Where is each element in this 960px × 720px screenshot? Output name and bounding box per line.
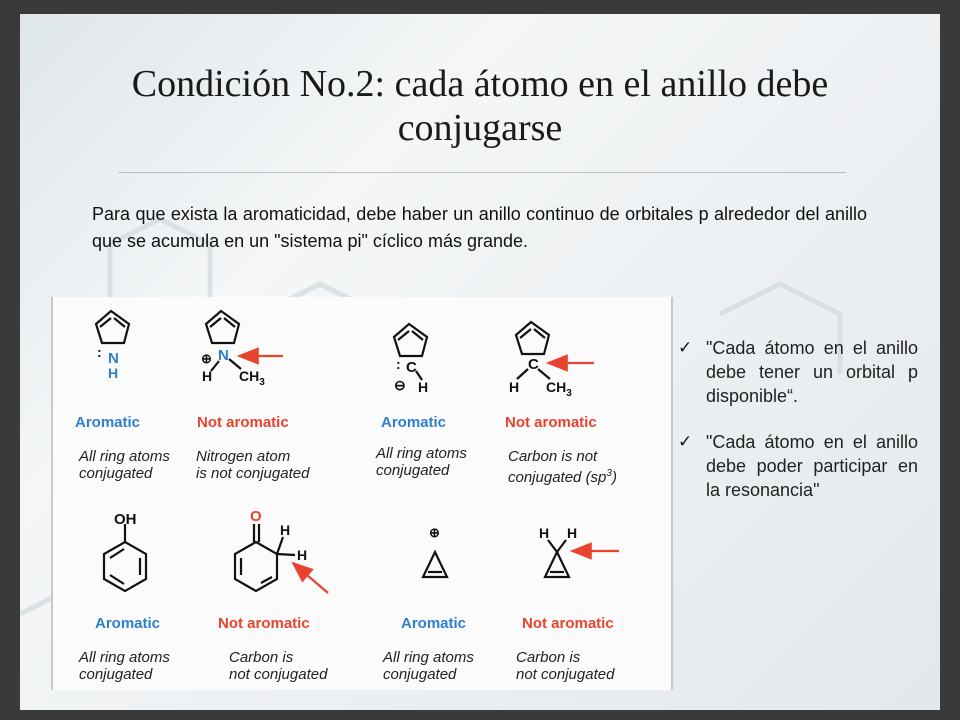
lone-pair: : — [97, 344, 102, 360]
methyl-group: $CH_3$ — [546, 379, 572, 399]
pyrrole-structure — [96, 311, 129, 343]
not-aromatic-label: Not aromatic — [505, 414, 597, 431]
atom-H: H — [297, 547, 308, 563]
lone-pair: : — [396, 356, 401, 372]
caption: All ring atoms conjugated — [79, 649, 170, 683]
not-aromatic-label: Not aromatic — [218, 615, 310, 632]
caption: Carbon is not conjugated — [516, 649, 615, 683]
not-aromatic-label: Not aromatic — [522, 615, 614, 632]
cyclopropene-structure — [545, 540, 569, 577]
aromatic-label: Aromatic — [401, 615, 467, 632]
intro-paragraph: Para que exista la aromaticidad, debe haber un anillo continuo de orbitales p alrededor del anillo que se acumula en un "sistema pi" cíclico más grande. — [92, 204, 867, 251]
hydroxyl-group: OH — [114, 511, 137, 528]
atom-O: O — [250, 508, 262, 525]
atom-H: H — [202, 368, 213, 384]
checkmark-icon: ✓ — [678, 432, 693, 451]
bullet-item — [678, 336, 918, 408]
title-divider — [118, 172, 846, 173]
atom-H: H — [567, 525, 578, 541]
caption: All ring atoms conjugated — [383, 649, 474, 683]
bullet-text: "Cada átomo en el anillo debe tener un orbital p disponible“. — [706, 338, 918, 406]
atom-C: C — [528, 356, 539, 373]
red-arrow — [293, 563, 328, 593]
plus-charge: ⊕ — [429, 525, 440, 540]
not-aromatic-label: Not aromatic — [197, 414, 289, 431]
caption: All ring atoms conjugated — [376, 445, 467, 479]
cyclopropenyl-cation-structure — [423, 552, 447, 577]
slide-title: Condición No.2: cada átomo en el anillo debe conjugarse — [131, 63, 829, 149]
checkmark-icon: ✓ — [678, 338, 693, 357]
atom-C: C — [406, 359, 417, 376]
aromatic-label: Aromatic — [75, 414, 141, 431]
phenol-structure — [104, 524, 146, 591]
aromaticity-examples-figure — [51, 297, 673, 690]
atom-N: N — [218, 347, 229, 364]
plus-charge: ⊕ — [201, 351, 212, 366]
atom-H: H — [418, 379, 429, 395]
bullet-item — [678, 430, 918, 502]
minus-charge: ⊖ — [394, 377, 406, 393]
aromatic-label: Aromatic — [381, 414, 447, 431]
atom-H: H — [108, 365, 119, 381]
aromatic-label: Aromatic — [95, 615, 161, 632]
caption: Carbon is not conjugated $(sp^3)$ — [508, 448, 617, 486]
caption: Nitrogen atom is not conjugated — [196, 448, 310, 482]
atom-H: H — [280, 522, 291, 538]
caption: Carbon is not conjugated — [229, 649, 328, 683]
bullet-text: "Cada átomo en el anillo debe poder participar en la resonancia" — [706, 432, 918, 500]
atom-N: N — [108, 350, 119, 367]
bullet-list — [678, 336, 918, 524]
methyl-group: $CH_3$ — [239, 368, 265, 388]
atom-H: H — [509, 379, 520, 395]
caption: All ring atoms conjugated — [79, 448, 170, 482]
slide — [20, 14, 940, 710]
atom-H: H — [539, 525, 550, 541]
